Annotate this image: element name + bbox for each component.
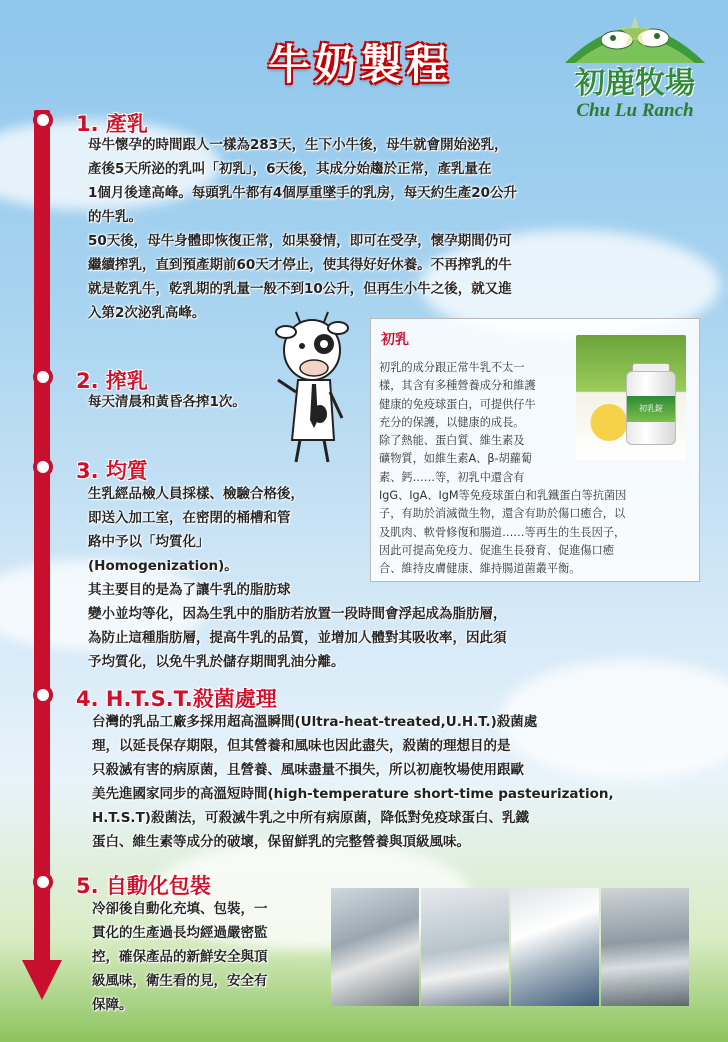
page-title: 牛奶製程	[267, 40, 452, 89]
logo-english-name: Chu Lu Ranch	[576, 100, 694, 121]
colostrum-product-image	[576, 335, 686, 460]
timeline-dot	[33, 367, 53, 387]
colostrum-box-text-continued: IgG、IgA、IgM等免疫球蛋白和乳鐵蛋白等抗菌因 子，有助於消滅微生物，還含有助於傷口癒合，以 及肌肉、軟骨修復和腸道……等再生的生長因子， 因此可提高免疫力、促進生長發育、促進傷口癒 合、維持皮膚健康、維持腸道菌叢平衡。	[379, 489, 627, 576]
colostrum-box-title: 初乳	[381, 332, 409, 348]
section-heading: 2. 搾乳	[76, 369, 148, 393]
section-heading: 5. 自動化包裝	[76, 874, 211, 898]
cow-mascot-icon	[272, 310, 364, 470]
timeline-dot	[33, 457, 53, 477]
section-heading: 4. H.T.S.T.殺菌處理	[76, 687, 277, 711]
supplement-bottle-icon	[626, 371, 676, 445]
bottle-label-text: 初乳錠	[639, 404, 663, 413]
factory-photo	[511, 888, 599, 1006]
timeline-dot	[33, 685, 53, 705]
section-heading: 1. 產乳	[76, 112, 148, 136]
bottle-label	[627, 396, 675, 422]
factory-photo	[421, 888, 509, 1006]
colostrum-box-text: 初乳的成分跟正常牛乳不太一 樣，其含有多種營養成分和維護 健康的免疫球蛋白，可提供仔牛 充分的保護，以健康的成長。 除了熱能、蛋白質、維生素及 礦物質，如維生素A、β-胡蘿蔔 素、鈣……等，初乳中還含有	[379, 361, 536, 484]
section-heading: 3. 均質	[76, 459, 148, 483]
timeline-dot	[33, 872, 53, 892]
timeline-bar	[34, 110, 50, 980]
section-paragraph: 生乳經品檢人員採樣、檢驗合格後， 即送入加工室，在密閉的桶槽和管 路中予以「均質化」 (Homogenization)。 其主要目的是為了讓牛乳的脂肪球 變小並均等化，因為生乳中的脂肪若放置一段時間會浮起成為脂肪層， 為防止這種脂肪層，提高牛乳的品質，並增加人體對其吸收率，因此須 予均質化，以免牛乳於儲存期間乳油分離。	[88, 486, 507, 670]
section-paragraph: 母牛懷孕的時間跟人一樣為283天，生下小牛後，母牛就會開始泌乳， 產後5天所泌的乳叫「初乳」，6天後，其成分始趨於正常，產乳量在 1個月後達高峰。每頭乳牛都有4個厚重墜手的乳房，每天約生產20公升 的牛乳。 50天後，母牛身體即恢復正常，如果發情，即可在受孕，懷孕期間仍可 繼續搾乳，直到預產期前60天才停止，使其得好好休養。不再搾乳的牛 就是乾乳牛，乾乳期的乳量一般不到10公升，但再生小牛之後，就又進 入第2次泌乳高峰。	[88, 137, 518, 321]
timeline-dot	[33, 110, 53, 130]
timeline-arrow-down-icon	[22, 960, 62, 1000]
factory-photo-strip	[331, 888, 689, 1006]
ranch-logo	[555, 8, 715, 128]
section-paragraph: 冷卻後自動化充填、包裝，一 貫化的生產過長均經過嚴密監 控，確保產品的新鮮安全與頂 級風味，衛生看的見，安全有 保障。	[92, 901, 268, 1013]
factory-photo	[331, 888, 419, 1006]
factory-photo	[601, 888, 689, 1006]
section-paragraph: 台灣的乳品工廠多採用超高溫瞬間(Ultra-heat-treated,U.H.T.)殺菌處 理，以延長保存期限，但其營養和風味也因此盡失，殺菌的理想目的是 只殺滅有害的病原菌，且營養、風味盡量不損失，所以初鹿牧場使用跟歐 美先進國家同步的高溫短時間(high-temperature short-time pasteurization, H.T.S.T)殺菌法，可殺滅牛乳之中所有病原菌，降低對免疫球蛋白、乳鐵 蛋白、維生素等成分的破壞，保留鮮乳的完整營養與頂級風味。	[92, 714, 614, 850]
logo-chinese-name: 初鹿牧場	[575, 66, 695, 101]
section-paragraph: 每天清晨和黃昏各搾1次。	[88, 394, 246, 410]
